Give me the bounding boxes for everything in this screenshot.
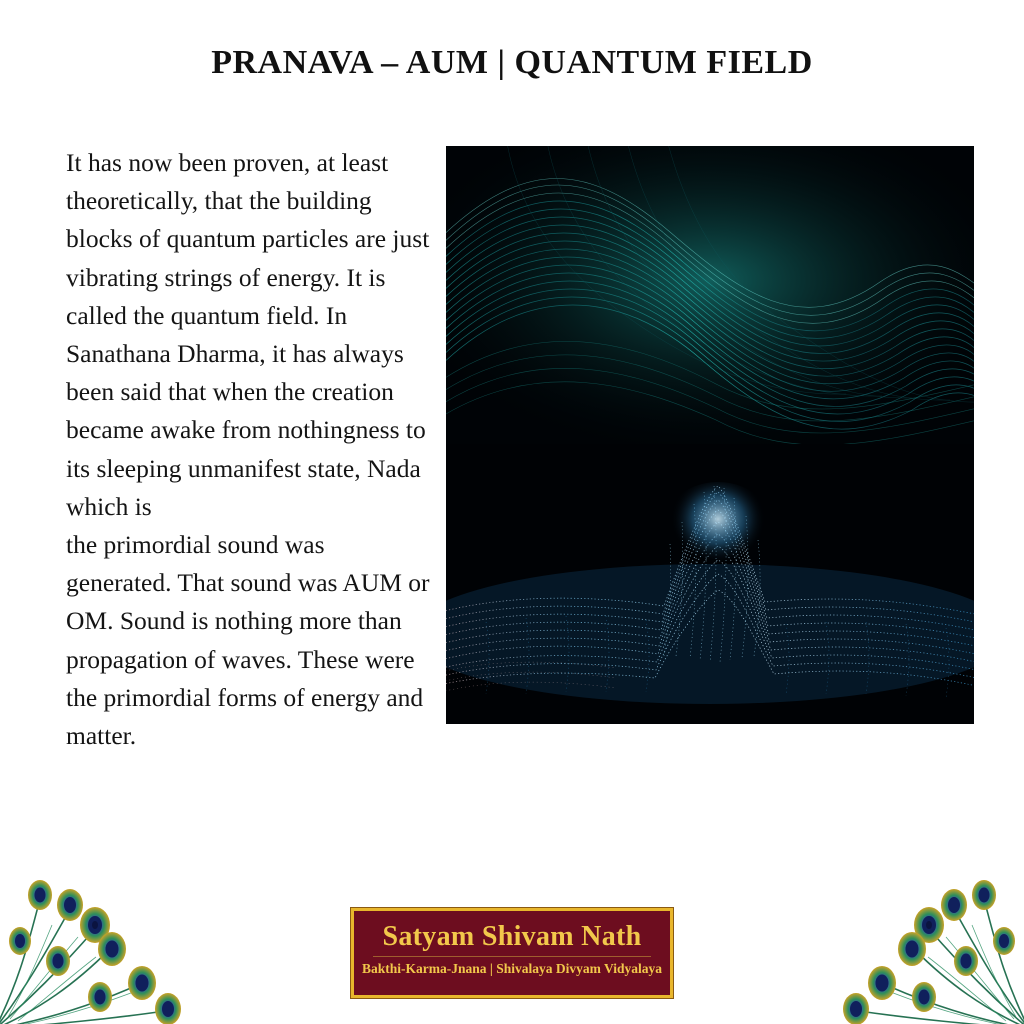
peacock-feather-ornament-left — [0, 849, 215, 1024]
banner-divider — [373, 956, 651, 957]
teal-wave-mesh-image — [446, 146, 974, 444]
blue-peak-mesh-graphic — [446, 444, 974, 724]
article-paragraph-main: It has now been proven, at least theoretically, that the building blocks of quantum particles are just vibrating strings of energy. It is called the quantum field. In Sanathana Dharma, it has always been said that when the creation became awake from nothingness to its sleeping unmanifest state, Nada which is — [66, 148, 430, 521]
peacock-feather-ornament-right — [809, 849, 1024, 1024]
banner-subtitle: Bakthi-Karma-Jnana | Shivalaya Divyam Vidyalaya — [361, 961, 662, 976]
page-title: PRANAVA – AUM | QUANTUM FIELD — [211, 44, 813, 81]
blue-peak-mesh-image — [446, 444, 974, 724]
article-paragraph-tail: the primordial sound was generated. That sound was AUM or OM. Sound is nothing more than propagation of waves. These were the primordial forms of energy and matter. — [66, 530, 430, 751]
footer-banner — [351, 908, 673, 998]
banner-title: Satyam Shivam Nath — [382, 921, 642, 952]
teal-wave-mesh-graphic — [446, 146, 974, 444]
figure-quantum-field — [446, 146, 974, 724]
article-body — [66, 144, 974, 755]
